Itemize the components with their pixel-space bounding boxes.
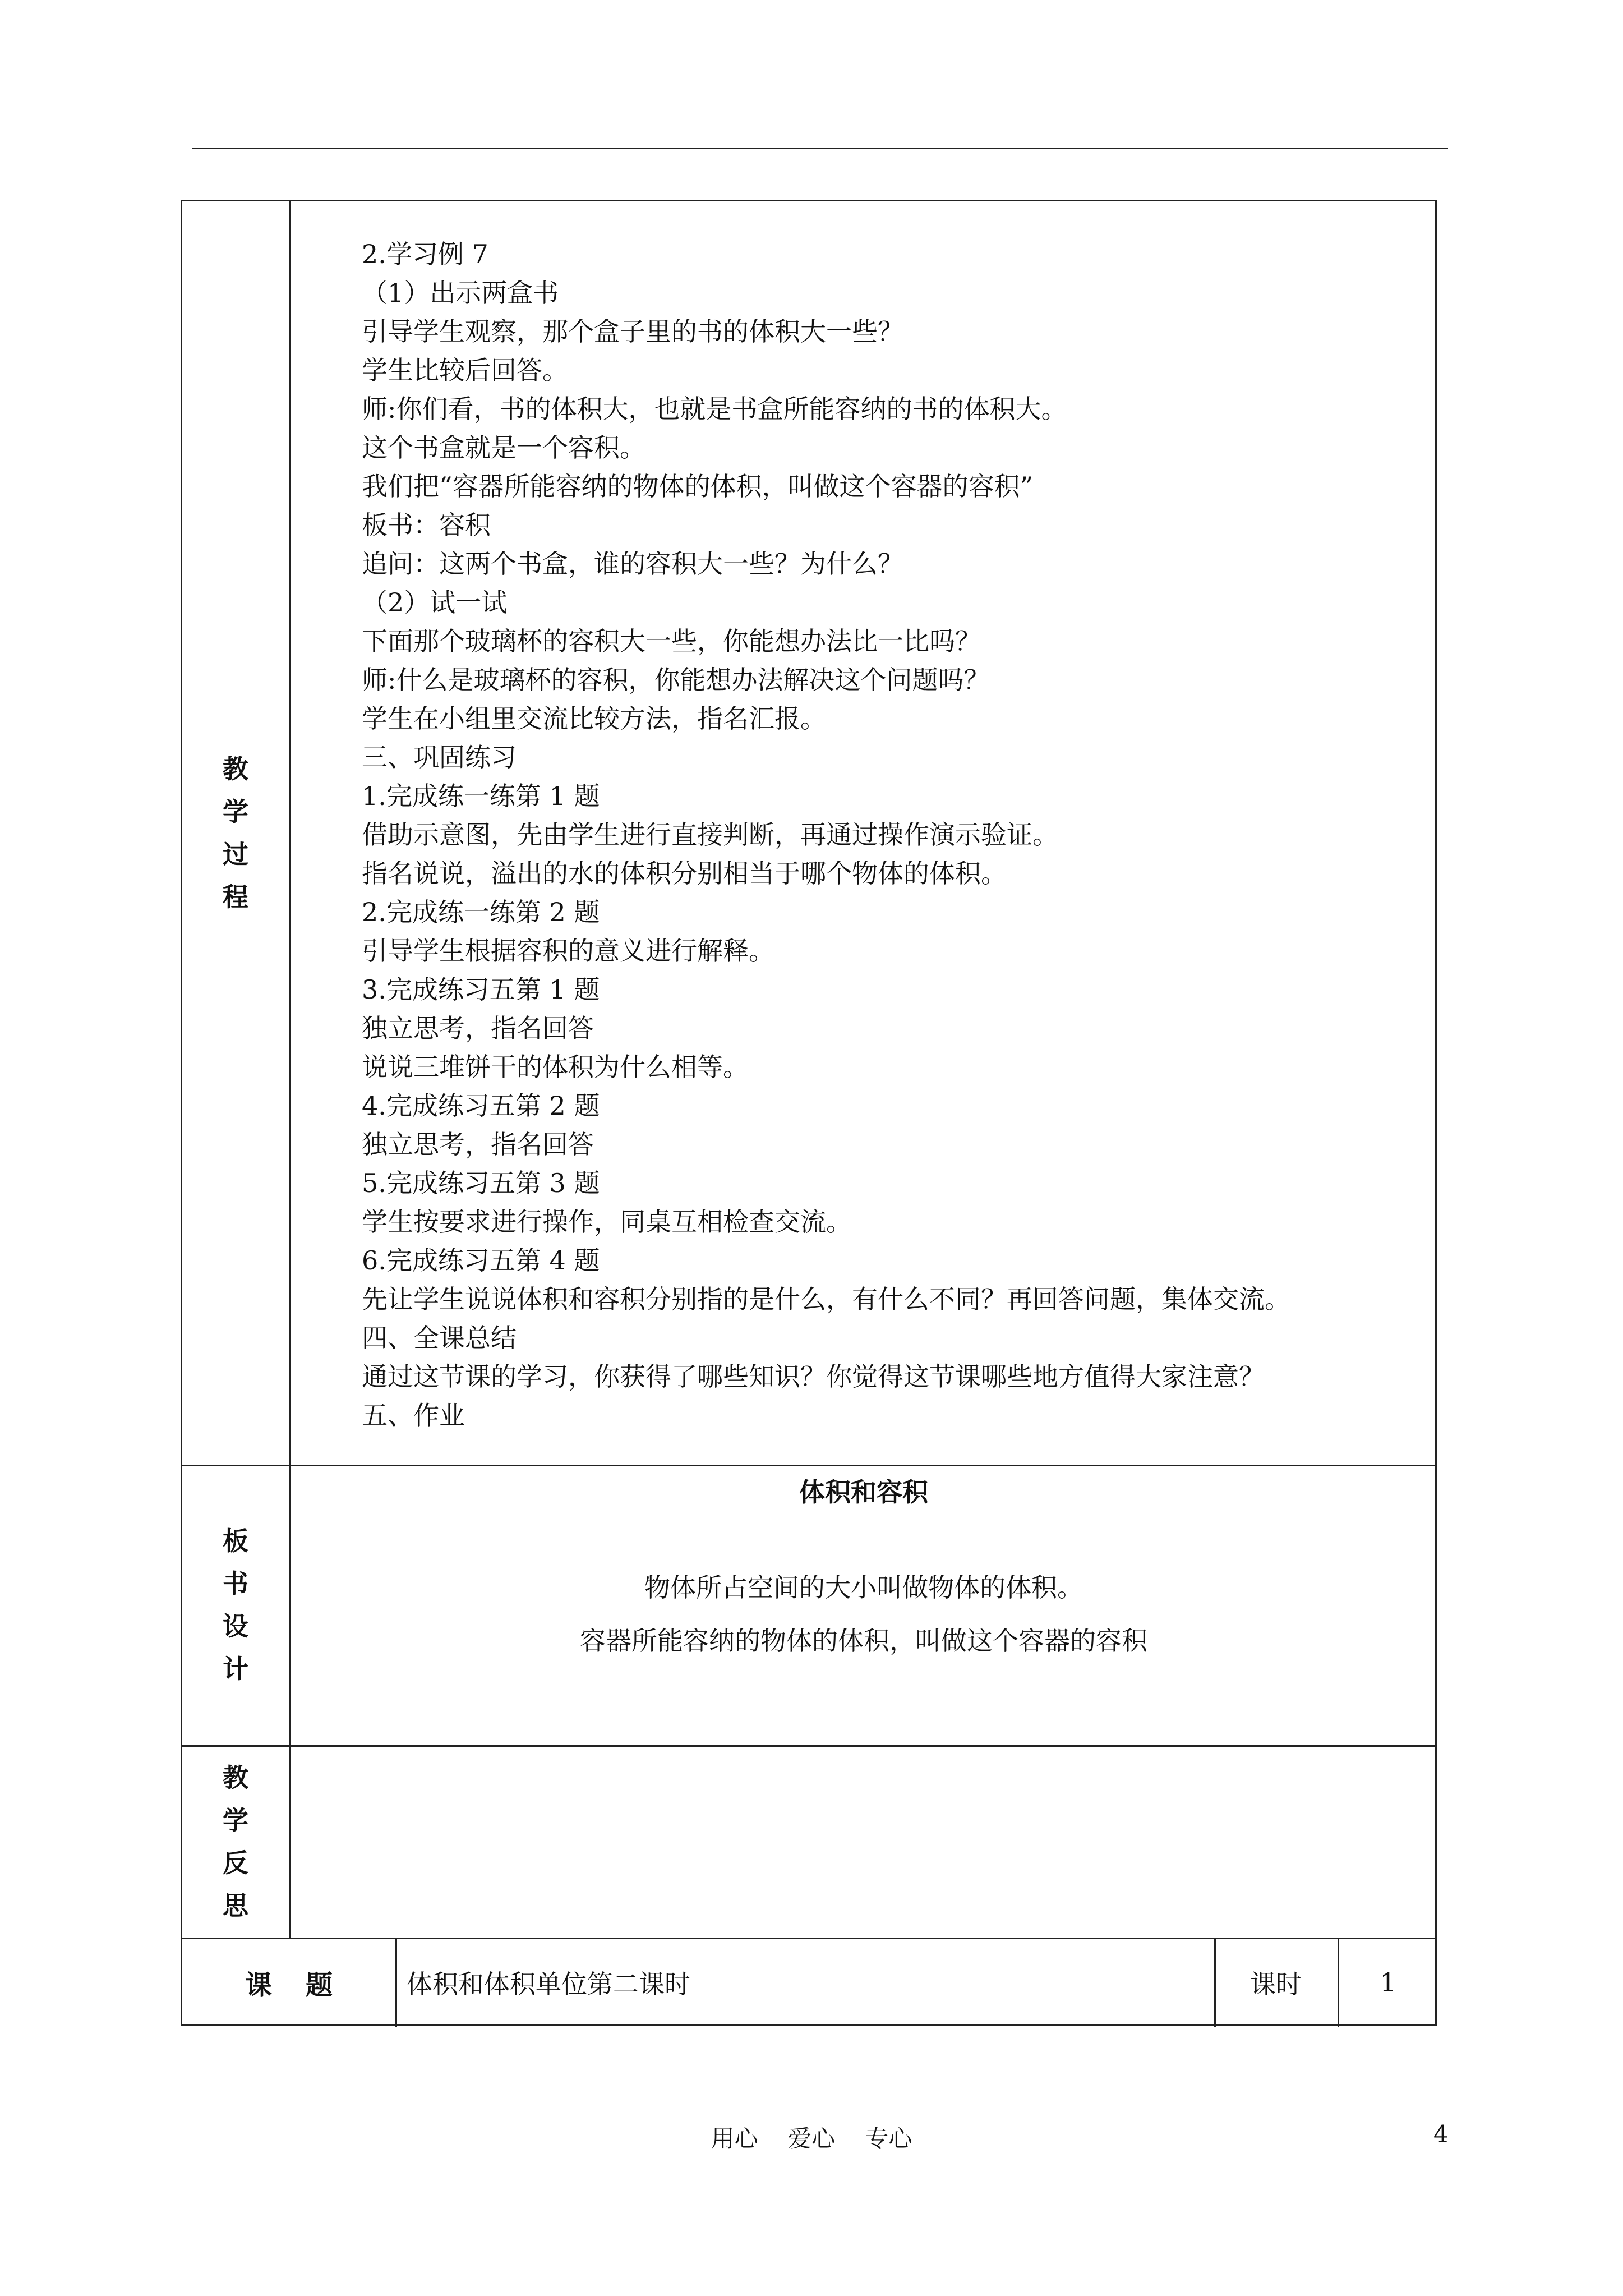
board-label-char: 计 bbox=[223, 1654, 248, 1684]
process-line: 师:你们看，书的体积大，也就是书盒所能容纳的书的体积大。 bbox=[362, 394, 1067, 424]
process-content bbox=[362, 235, 1427, 1435]
lesson-topic-label: 课题 bbox=[245, 1969, 366, 2001]
board-line-capacity: 容器所能容纳的物体的体积，叫做这个容器的容积 bbox=[580, 1626, 1147, 1656]
process-line: 5.完成练习五第 3 题 bbox=[362, 1168, 600, 1198]
row-divider-reflection bbox=[182, 1745, 1435, 1747]
row-divider-board bbox=[182, 1465, 1435, 1466]
process-line: 4.完成练习五第 2 题 bbox=[362, 1091, 600, 1121]
process-line: 我们把“容器所能容纳的物体的体积，叫做这个容器的容积” bbox=[362, 471, 1034, 501]
reflection-label-char: 思 bbox=[223, 1890, 248, 1921]
process-line: 三、巩固练习 bbox=[362, 742, 517, 772]
process-line: 学生在小组里交流比较方法，指名汇报。 bbox=[362, 703, 826, 734]
process-label-char: 教 bbox=[223, 754, 248, 784]
process-line: 1.完成练一练第 1 题 bbox=[362, 781, 600, 811]
process-label-char: 程 bbox=[223, 882, 248, 912]
board-label-char: 设 bbox=[223, 1611, 248, 1641]
lesson-hours-label: 课时 bbox=[1250, 1969, 1302, 1999]
process-line: 先让学生说说体积和容积分别指的是什么，有什么不同？再回答问题，集体交流。 bbox=[362, 1284, 1290, 1314]
process-line: 板书：容积 bbox=[362, 510, 491, 540]
board-label-char: 板 bbox=[223, 1526, 248, 1556]
board-title: 体积和容积 bbox=[799, 1477, 928, 1507]
process-line: 独立思考，指名回答 bbox=[362, 1013, 594, 1043]
reflection-label-char: 反 bbox=[223, 1847, 248, 1878]
page-number: 4 bbox=[1433, 2120, 1449, 2148]
process-line: 2.学习例 7 bbox=[362, 239, 488, 269]
process-line: 五、作业 bbox=[362, 1400, 465, 1430]
label-column-divider bbox=[289, 201, 291, 1938]
process-label bbox=[182, 201, 289, 1465]
process-line: 独立思考，指名回答 bbox=[362, 1129, 594, 1159]
process-line: 这个书盒就是一个容积。 bbox=[362, 432, 645, 463]
process-line: 引导学生根据容积的意义进行解释。 bbox=[362, 936, 774, 966]
process-line: （1）出示两盒书 bbox=[362, 278, 559, 308]
process-line: 下面那个玻璃杯的容积大一些，你能想办法比一比吗？ bbox=[362, 626, 981, 656]
process-line: 6.完成练习五第 4 题 bbox=[362, 1245, 600, 1276]
header-rule bbox=[192, 148, 1448, 149]
process-line: 3.完成练习五第 1 题 bbox=[362, 974, 600, 1005]
process-line: 指名说说，溢出的水的体积分别相当于哪个物体的体积。 bbox=[362, 858, 1007, 889]
process-line: 追问：这两个书盒，谁的容积大一些？为什么？ bbox=[362, 549, 903, 579]
process-line: 2.完成练一练第 2 题 bbox=[362, 897, 600, 927]
reflection-label-char: 教 bbox=[223, 1762, 248, 1793]
board-label bbox=[182, 1465, 289, 1745]
process-line: 四、全课总结 bbox=[362, 1323, 517, 1353]
reflection-label bbox=[182, 1745, 289, 1938]
board-line-volume: 物体所占空间的大小叫做物体的体积。 bbox=[644, 1572, 1083, 1603]
process-line: 师:什么是玻璃杯的容积，你能想办法解决这个问题吗？ bbox=[362, 665, 990, 695]
lesson-row bbox=[182, 1938, 1435, 2027]
lesson-divider bbox=[395, 1938, 397, 2027]
lesson-topic-title: 体积和体积单位第二课时 bbox=[407, 1969, 690, 1999]
process-label-char: 学 bbox=[223, 797, 248, 827]
process-line: 借助示意图，先由学生进行直接判断，再通过操作演示验证。 bbox=[362, 820, 1058, 850]
lesson-hours-value: 1 bbox=[1380, 1967, 1396, 1998]
footer-motto: 用心 爱心 专心 bbox=[711, 2125, 912, 2152]
process-line: 通过这节课的学习，你获得了哪些知识？你觉得这节课哪些地方值得大家注意？ bbox=[362, 1361, 1265, 1392]
process-line: 学生比较后回答。 bbox=[362, 355, 568, 385]
board-label-char: 书 bbox=[223, 1568, 248, 1599]
process-line: 引导学生观察，那个盒子里的书的体积大一些？ bbox=[362, 316, 903, 347]
process-label-char: 过 bbox=[223, 839, 248, 869]
process-line: （2）试一试 bbox=[362, 587, 508, 618]
process-line: 说说三堆饼干的体积为什么相等。 bbox=[362, 1052, 749, 1082]
lesson-plan-table bbox=[181, 200, 1437, 2026]
reflection-label-char: 学 bbox=[223, 1805, 248, 1835]
process-line: 学生按要求进行操作，同桌互相检查交流。 bbox=[362, 1207, 852, 1237]
